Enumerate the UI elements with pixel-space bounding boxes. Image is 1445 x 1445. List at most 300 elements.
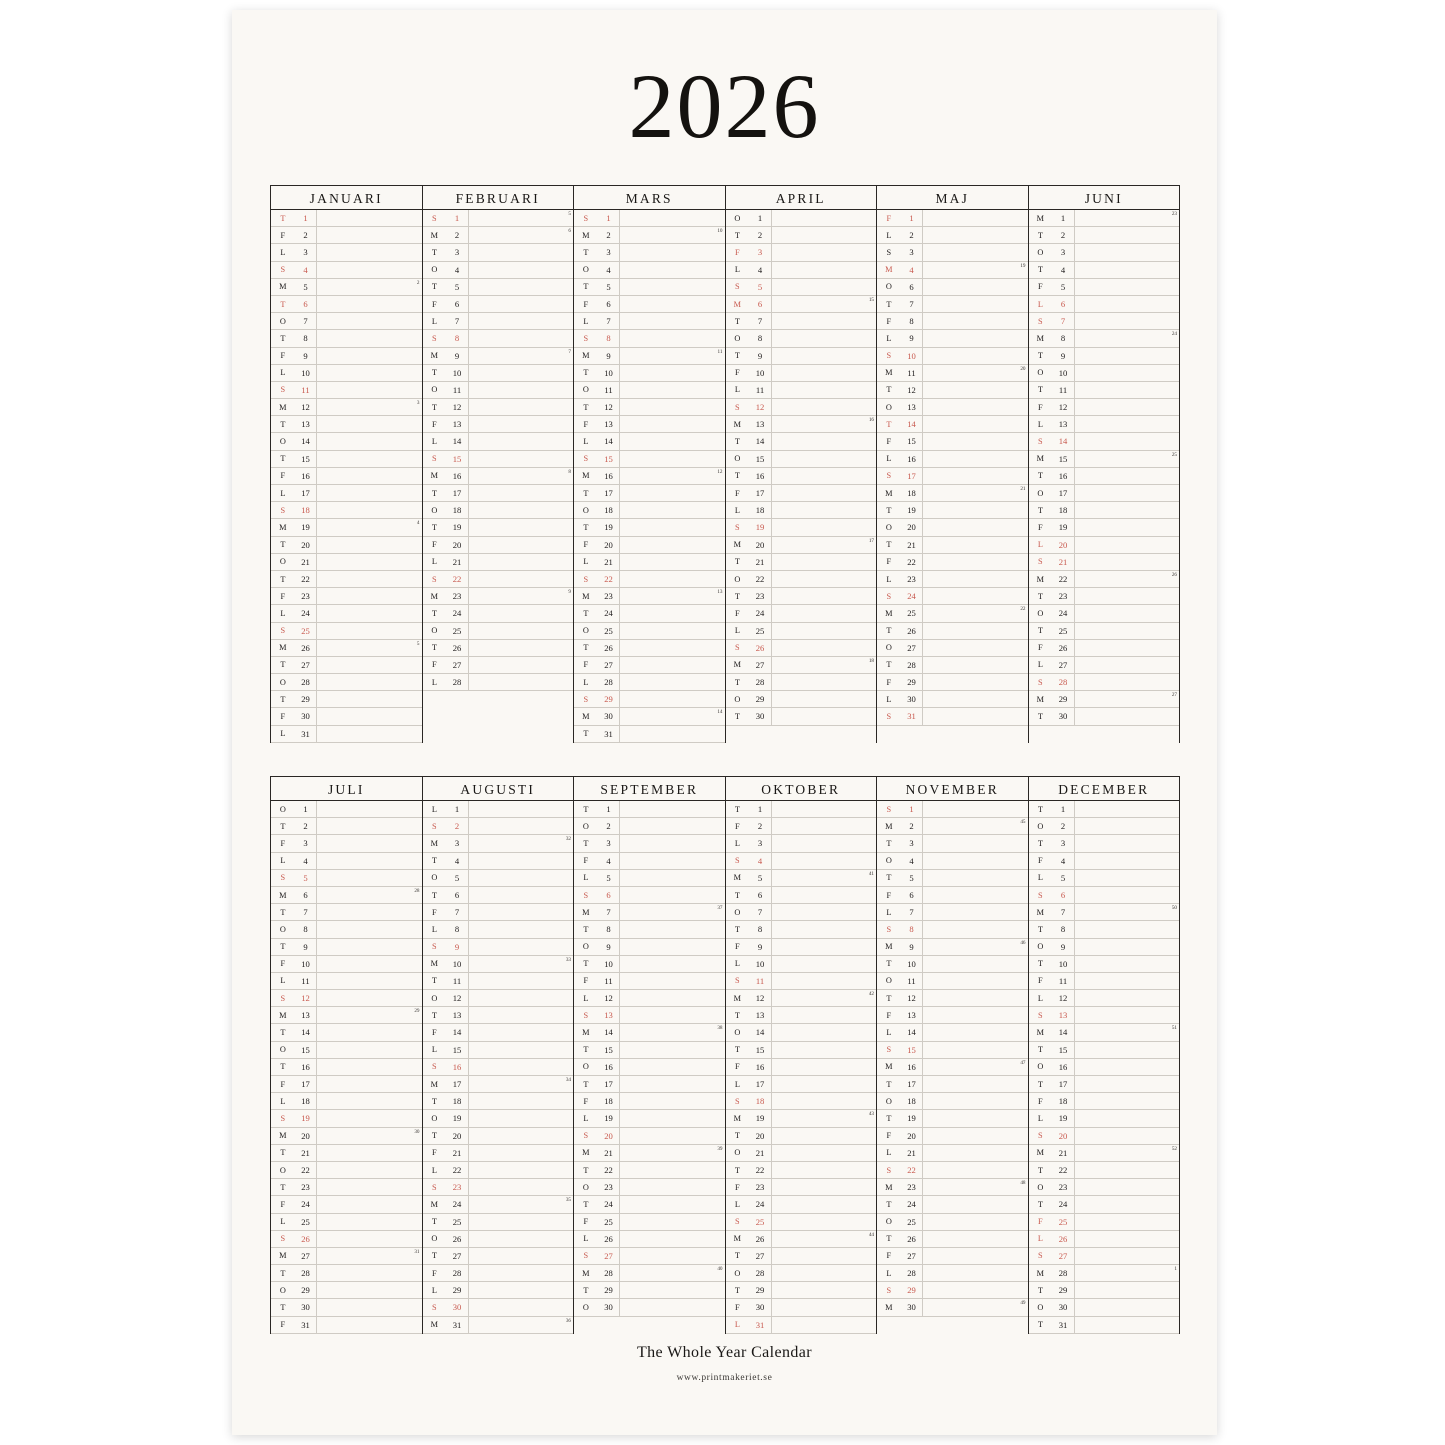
note-area[interactable]: [772, 887, 877, 903]
note-area[interactable]: [923, 554, 1028, 570]
note-area[interactable]: [772, 1024, 877, 1040]
day-row[interactable]: [423, 801, 574, 818]
note-area[interactable]: [772, 939, 877, 955]
day-row[interactable]: [271, 365, 422, 382]
day-row[interactable]: [877, 887, 1028, 904]
note-area[interactable]: [317, 313, 422, 329]
note-area[interactable]: [317, 726, 422, 742]
note-area[interactable]: [772, 244, 877, 260]
day-row[interactable]: [423, 296, 574, 313]
note-area[interactable]: [772, 296, 877, 312]
note-area[interactable]: [469, 1128, 574, 1144]
note-area[interactable]: [1075, 1299, 1180, 1315]
day-row[interactable]: [574, 605, 725, 622]
note-area[interactable]: [469, 416, 574, 432]
note-area[interactable]: [620, 887, 725, 903]
note-area[interactable]: [469, 262, 574, 278]
note-area[interactable]: [1075, 674, 1180, 690]
note-area[interactable]: [923, 887, 1028, 903]
day-row[interactable]: [877, 904, 1028, 921]
note-area[interactable]: [317, 853, 422, 869]
note-area[interactable]: [923, 348, 1028, 364]
note-area[interactable]: [317, 1265, 422, 1281]
note-area[interactable]: [772, 519, 877, 535]
day-row[interactable]: [423, 657, 574, 674]
note-area[interactable]: [923, 1110, 1028, 1126]
note-area[interactable]: [772, 571, 877, 587]
note-area[interactable]: [317, 485, 422, 501]
day-row[interactable]: [726, 296, 877, 313]
note-area[interactable]: [317, 1299, 422, 1315]
day-row[interactable]: [1029, 468, 1180, 485]
day-row[interactable]: [574, 1248, 725, 1265]
note-area[interactable]: [469, 1076, 574, 1092]
day-row[interactable]: [726, 1248, 877, 1265]
note-area[interactable]: [620, 708, 725, 724]
day-row[interactable]: [1029, 399, 1180, 416]
note-area[interactable]: [1075, 853, 1180, 869]
note-area[interactable]: [923, 365, 1028, 381]
note-area[interactable]: [620, 330, 725, 346]
note-area[interactable]: [772, 835, 877, 851]
note-area[interactable]: [620, 296, 725, 312]
note-area[interactable]: [1075, 1231, 1180, 1247]
day-row[interactable]: [1029, 1128, 1180, 1145]
day-row[interactable]: [423, 939, 574, 956]
note-area[interactable]: [772, 485, 877, 501]
note-area[interactable]: [469, 1093, 574, 1109]
note-area[interactable]: [1075, 313, 1180, 329]
day-row[interactable]: [574, 1024, 725, 1041]
note-area[interactable]: [772, 348, 877, 364]
note-area[interactable]: [1075, 554, 1180, 570]
day-row[interactable]: [726, 1214, 877, 1231]
day-row[interactable]: [271, 1110, 422, 1127]
day-row[interactable]: [423, 1317, 574, 1334]
note-area[interactable]: [469, 1317, 574, 1333]
day-row[interactable]: [423, 1196, 574, 1213]
day-row[interactable]: [877, 956, 1028, 973]
note-area[interactable]: [923, 801, 1028, 817]
day-row[interactable]: [271, 870, 422, 887]
day-row[interactable]: [423, 818, 574, 835]
day-row[interactable]: [877, 1042, 1028, 1059]
day-row[interactable]: [574, 939, 725, 956]
day-row[interactable]: [726, 468, 877, 485]
day-row[interactable]: [877, 1214, 1028, 1231]
day-row[interactable]: [271, 416, 422, 433]
day-row[interactable]: [423, 210, 574, 227]
note-area[interactable]: [1075, 1265, 1180, 1281]
day-row[interactable]: [1029, 674, 1180, 691]
note-area[interactable]: [772, 1059, 877, 1075]
day-row[interactable]: [271, 468, 422, 485]
note-area[interactable]: [772, 1110, 877, 1126]
day-row[interactable]: [877, 623, 1028, 640]
day-row[interactable]: [574, 1196, 725, 1213]
day-row[interactable]: [574, 571, 725, 588]
note-area[interactable]: [317, 1214, 422, 1230]
day-row[interactable]: [1029, 1299, 1180, 1316]
note-area[interactable]: [469, 554, 574, 570]
day-row[interactable]: [271, 262, 422, 279]
day-row[interactable]: [726, 1093, 877, 1110]
note-area[interactable]: [620, 348, 725, 364]
note-area[interactable]: [1075, 1162, 1180, 1178]
day-row[interactable]: [1029, 279, 1180, 296]
day-row[interactable]: [423, 451, 574, 468]
day-row[interactable]: [423, 1179, 574, 1196]
day-row[interactable]: [877, 279, 1028, 296]
note-area[interactable]: [1075, 571, 1180, 587]
note-area[interactable]: [620, 468, 725, 484]
note-area[interactable]: [772, 853, 877, 869]
day-row[interactable]: [726, 990, 877, 1007]
day-row[interactable]: [423, 870, 574, 887]
note-area[interactable]: [317, 296, 422, 312]
note-area[interactable]: [1075, 433, 1180, 449]
note-area[interactable]: [923, 708, 1028, 724]
note-area[interactable]: [1075, 708, 1180, 724]
note-area[interactable]: [923, 451, 1028, 467]
day-row[interactable]: [877, 571, 1028, 588]
note-area[interactable]: [772, 870, 877, 886]
note-area[interactable]: [923, 640, 1028, 656]
note-area[interactable]: [317, 1059, 422, 1075]
note-area[interactable]: [317, 1076, 422, 1092]
day-row[interactable]: [574, 330, 725, 347]
day-row[interactable]: [423, 887, 574, 904]
day-row[interactable]: [877, 1128, 1028, 1145]
note-area[interactable]: [1075, 296, 1180, 312]
note-area[interactable]: [317, 1042, 422, 1058]
day-row[interactable]: [1029, 210, 1180, 227]
note-area[interactable]: [620, 1076, 725, 1092]
day-row[interactable]: [726, 244, 877, 261]
note-area[interactable]: [772, 210, 877, 226]
note-area[interactable]: [620, 554, 725, 570]
note-area[interactable]: [772, 588, 877, 604]
note-area[interactable]: [620, 537, 725, 553]
note-area[interactable]: [469, 502, 574, 518]
note-area[interactable]: [469, 818, 574, 834]
note-area[interactable]: [923, 1024, 1028, 1040]
note-area[interactable]: [772, 1214, 877, 1230]
day-row[interactable]: [726, 433, 877, 450]
day-row[interactable]: [726, 1317, 877, 1334]
day-row[interactable]: [877, 1007, 1028, 1024]
day-row[interactable]: [1029, 1162, 1180, 1179]
day-row[interactable]: [271, 433, 422, 450]
note-area[interactable]: [469, 244, 574, 260]
day-row[interactable]: [574, 956, 725, 973]
day-row[interactable]: [574, 1231, 725, 1248]
note-area[interactable]: [317, 1231, 422, 1247]
day-row[interactable]: [877, 640, 1028, 657]
note-area[interactable]: [772, 502, 877, 518]
day-row[interactable]: [726, 904, 877, 921]
day-row[interactable]: [423, 244, 574, 261]
note-area[interactable]: [923, 210, 1028, 226]
day-row[interactable]: [877, 691, 1028, 708]
note-area[interactable]: [469, 365, 574, 381]
day-row[interactable]: [1029, 1024, 1180, 1041]
day-row[interactable]: [271, 1162, 422, 1179]
day-row[interactable]: [423, 1024, 574, 1041]
note-area[interactable]: [923, 433, 1028, 449]
day-row[interactable]: [726, 1299, 877, 1316]
note-area[interactable]: [1075, 623, 1180, 639]
day-row[interactable]: [877, 296, 1028, 313]
day-row[interactable]: [1029, 605, 1180, 622]
day-row[interactable]: [726, 502, 877, 519]
note-area[interactable]: [1075, 348, 1180, 364]
day-row[interactable]: [271, 227, 422, 244]
day-row[interactable]: [726, 605, 877, 622]
day-row[interactable]: [1029, 588, 1180, 605]
note-area[interactable]: [1075, 244, 1180, 260]
day-row[interactable]: [726, 382, 877, 399]
day-row[interactable]: [1029, 348, 1180, 365]
note-area[interactable]: [469, 1179, 574, 1195]
note-area[interactable]: [620, 835, 725, 851]
day-row[interactable]: [423, 1076, 574, 1093]
note-area[interactable]: [923, 1299, 1028, 1315]
note-area[interactable]: [772, 956, 877, 972]
note-area[interactable]: [620, 904, 725, 920]
note-area[interactable]: [1075, 1196, 1180, 1212]
day-row[interactable]: [574, 227, 725, 244]
day-row[interactable]: [726, 956, 877, 973]
day-row[interactable]: [423, 537, 574, 554]
day-row[interactable]: [726, 640, 877, 657]
note-area[interactable]: [923, 657, 1028, 673]
day-row[interactable]: [726, 588, 877, 605]
note-area[interactable]: [620, 1265, 725, 1281]
day-row[interactable]: [726, 262, 877, 279]
note-area[interactable]: [620, 519, 725, 535]
day-row[interactable]: [271, 801, 422, 818]
note-area[interactable]: [469, 210, 574, 226]
day-row[interactable]: [726, 537, 877, 554]
day-row[interactable]: [574, 708, 725, 725]
day-row[interactable]: [271, 485, 422, 502]
day-row[interactable]: [574, 537, 725, 554]
note-area[interactable]: [772, 1007, 877, 1023]
day-row[interactable]: [574, 244, 725, 261]
day-row[interactable]: [1029, 382, 1180, 399]
day-row[interactable]: [574, 973, 725, 990]
day-row[interactable]: [726, 1042, 877, 1059]
day-row[interactable]: [1029, 451, 1180, 468]
note-area[interactable]: [1075, 1248, 1180, 1264]
day-row[interactable]: [574, 313, 725, 330]
day-row[interactable]: [271, 1248, 422, 1265]
day-row[interactable]: [726, 519, 877, 536]
day-row[interactable]: [271, 588, 422, 605]
note-area[interactable]: [469, 1162, 574, 1178]
day-row[interactable]: [423, 330, 574, 347]
note-area[interactable]: [923, 571, 1028, 587]
note-area[interactable]: [1075, 1145, 1180, 1161]
note-area[interactable]: [317, 623, 422, 639]
note-area[interactable]: [317, 348, 422, 364]
note-area[interactable]: [469, 313, 574, 329]
day-row[interactable]: [271, 921, 422, 938]
note-area[interactable]: [620, 870, 725, 886]
note-area[interactable]: [923, 904, 1028, 920]
day-row[interactable]: [1029, 623, 1180, 640]
day-row[interactable]: [574, 640, 725, 657]
day-row[interactable]: [1029, 990, 1180, 1007]
day-row[interactable]: [574, 801, 725, 818]
day-row[interactable]: [423, 554, 574, 571]
note-area[interactable]: [469, 382, 574, 398]
day-row[interactable]: [423, 227, 574, 244]
day-row[interactable]: [574, 1093, 725, 1110]
note-area[interactable]: [620, 956, 725, 972]
note-area[interactable]: [317, 330, 422, 346]
note-area[interactable]: [923, 1265, 1028, 1281]
day-row[interactable]: [726, 1110, 877, 1127]
note-area[interactable]: [923, 818, 1028, 834]
day-row[interactable]: [877, 1145, 1028, 1162]
day-row[interactable]: [271, 519, 422, 536]
day-row[interactable]: [877, 1248, 1028, 1265]
day-row[interactable]: [877, 605, 1028, 622]
note-area[interactable]: [620, 605, 725, 621]
note-area[interactable]: [1075, 382, 1180, 398]
day-row[interactable]: [271, 1317, 422, 1334]
day-row[interactable]: [877, 853, 1028, 870]
day-row[interactable]: [423, 433, 574, 450]
note-area[interactable]: [469, 853, 574, 869]
day-row[interactable]: [877, 227, 1028, 244]
day-row[interactable]: [574, 835, 725, 852]
note-area[interactable]: [923, 296, 1028, 312]
day-row[interactable]: [1029, 1196, 1180, 1213]
day-row[interactable]: [574, 1145, 725, 1162]
day-row[interactable]: [726, 1265, 877, 1282]
note-area[interactable]: [469, 1059, 574, 1075]
note-area[interactable]: [1075, 279, 1180, 295]
note-area[interactable]: [772, 1317, 877, 1333]
note-area[interactable]: [923, 588, 1028, 604]
day-row[interactable]: [574, 1265, 725, 1282]
note-area[interactable]: [469, 399, 574, 415]
day-row[interactable]: [574, 818, 725, 835]
day-row[interactable]: [271, 835, 422, 852]
note-area[interactable]: [1075, 904, 1180, 920]
day-row[interactable]: [271, 1179, 422, 1196]
day-row[interactable]: [1029, 939, 1180, 956]
day-row[interactable]: [423, 502, 574, 519]
day-row[interactable]: [574, 210, 725, 227]
day-row[interactable]: [877, 870, 1028, 887]
note-area[interactable]: [469, 468, 574, 484]
day-row[interactable]: [1029, 853, 1180, 870]
note-area[interactable]: [317, 210, 422, 226]
note-area[interactable]: [1075, 519, 1180, 535]
note-area[interactable]: [923, 502, 1028, 518]
note-area[interactable]: [317, 956, 422, 972]
note-area[interactable]: [469, 537, 574, 553]
note-area[interactable]: [1075, 416, 1180, 432]
day-row[interactable]: [1029, 870, 1180, 887]
day-row[interactable]: [271, 1024, 422, 1041]
day-row[interactable]: [423, 399, 574, 416]
day-row[interactable]: [877, 468, 1028, 485]
note-area[interactable]: [620, 244, 725, 260]
note-area[interactable]: [469, 227, 574, 243]
note-area[interactable]: [469, 279, 574, 295]
note-area[interactable]: [469, 904, 574, 920]
note-area[interactable]: [772, 1231, 877, 1247]
note-area[interactable]: [923, 227, 1028, 243]
day-row[interactable]: [271, 973, 422, 990]
day-row[interactable]: [1029, 1265, 1180, 1282]
note-area[interactable]: [1075, 588, 1180, 604]
day-row[interactable]: [271, 296, 422, 313]
note-area[interactable]: [620, 1024, 725, 1040]
note-area[interactable]: [620, 939, 725, 955]
day-row[interactable]: [423, 1145, 574, 1162]
note-area[interactable]: [469, 939, 574, 955]
day-row[interactable]: [877, 674, 1028, 691]
note-area[interactable]: [772, 904, 877, 920]
day-row[interactable]: [877, 485, 1028, 502]
day-row[interactable]: [574, 433, 725, 450]
note-area[interactable]: [317, 657, 422, 673]
day-row[interactable]: [423, 382, 574, 399]
note-area[interactable]: [469, 1282, 574, 1298]
day-row[interactable]: [726, 1162, 877, 1179]
note-area[interactable]: [1075, 605, 1180, 621]
day-row[interactable]: [271, 708, 422, 725]
note-area[interactable]: [620, 640, 725, 656]
day-row[interactable]: [877, 365, 1028, 382]
day-row[interactable]: [877, 1299, 1028, 1316]
day-row[interactable]: [271, 939, 422, 956]
day-row[interactable]: [1029, 835, 1180, 852]
note-area[interactable]: [923, 921, 1028, 937]
day-row[interactable]: [271, 1042, 422, 1059]
note-area[interactable]: [317, 1145, 422, 1161]
note-area[interactable]: [772, 313, 877, 329]
note-area[interactable]: [923, 1076, 1028, 1092]
day-row[interactable]: [1029, 296, 1180, 313]
day-row[interactable]: [574, 691, 725, 708]
day-row[interactable]: [1029, 485, 1180, 502]
note-area[interactable]: [469, 485, 574, 501]
note-area[interactable]: [772, 433, 877, 449]
day-row[interactable]: [574, 279, 725, 296]
note-area[interactable]: [923, 468, 1028, 484]
day-row[interactable]: [1029, 956, 1180, 973]
note-area[interactable]: [317, 921, 422, 937]
note-area[interactable]: [620, 973, 725, 989]
note-area[interactable]: [620, 1162, 725, 1178]
note-area[interactable]: [620, 399, 725, 415]
note-area[interactable]: [620, 1196, 725, 1212]
note-area[interactable]: [923, 313, 1028, 329]
day-row[interactable]: [726, 554, 877, 571]
note-area[interactable]: [620, 801, 725, 817]
day-row[interactable]: [423, 835, 574, 852]
day-row[interactable]: [423, 605, 574, 622]
note-area[interactable]: [317, 605, 422, 621]
day-row[interactable]: [877, 433, 1028, 450]
